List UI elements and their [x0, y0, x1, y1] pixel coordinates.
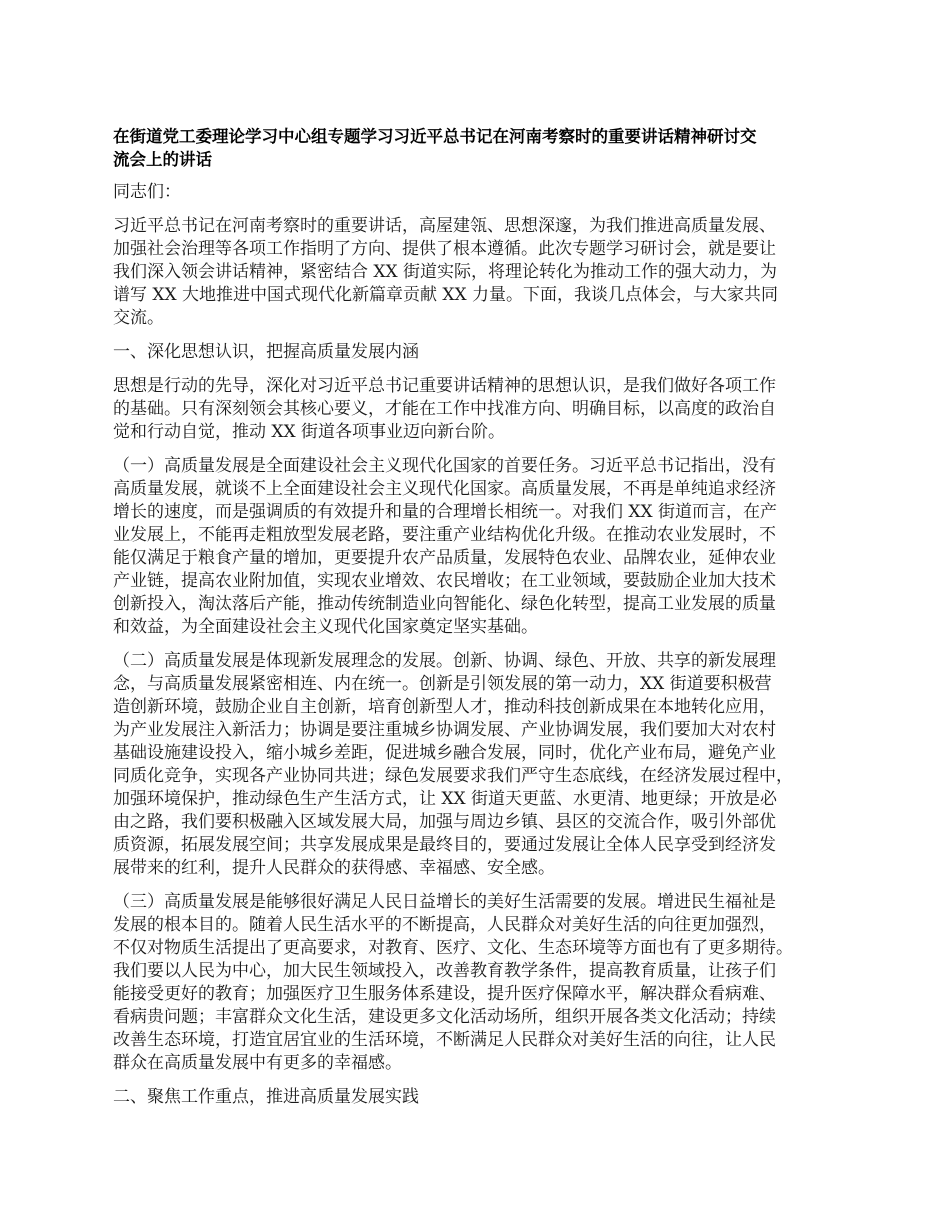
text-line: （三）高质量发展是能够很好满足人民日益增长的美好生活需要的发展。增进民生福祉是 [113, 892, 776, 912]
document-page [113, 125, 843, 1120]
document-title [113, 125, 843, 171]
text-line: 我们深入领会讲话精神，紧密结合 XX 街道实际，将理论转化为推动工作的强大动力，为 [113, 262, 778, 282]
text-line: 产业链，提高农业附加值，实现农业增效、农民增收；在工业领域，要鼓励企业加大技术 [113, 571, 776, 591]
text-line: 能仅满足于粮食产量的增加，更要提升农产品质量，发展特色农业、品牌农业，延伸农业 [113, 548, 776, 568]
text-line: 我们要以人民为中心，加大民生领域投入，改善教育教学条件，提高教育质量，让孩子们 [113, 961, 776, 981]
text-line: 为产业发展注入新活力；协调是要注重城乡协调发展、产业协调发展，我们要加大对农村 [113, 720, 776, 740]
point-3-paragraph [113, 891, 843, 1075]
text-line: 交流。 [113, 308, 164, 328]
text-line: 习近平总书记在河南考察时的重要讲话，高屋建瓴、思想深邃，为我们推进高质量发展、 [113, 216, 776, 236]
text-line: 看病贵问题；丰富群众文化生活，建设更多文化活动场所，组织开展各类文化活动；持续 [113, 1007, 776, 1027]
text-line: 业发展上，不能再走粗放型发展老路，要注重产业结构优化升级。在推动农业发展时，不 [113, 525, 776, 545]
greeting: 同志们： [113, 182, 181, 202]
text-line: 质资源，拓展发展空间；共享发展成果是最终目的，要通过发展让全体人民享受到经济发 [113, 835, 776, 855]
title-line: 在街道党工委理论学习中心组专题学习习近平总书记在河南考察时的重要讲话精神研讨交 [113, 127, 757, 146]
text-line: （二）高质量发展是体现新发展理念的发展。创新、协调、绿色、开放、共享的新发展理 [113, 651, 776, 671]
text-line: 造创新环境，鼓励企业自主创新，培育创新型人才，推动科技创新成果在本地转化应用， [113, 697, 776, 717]
text-line: 基础设施建设投入，缩小城乡差距，促进城乡融合发展，同时，优化产业布局，避免产业 [113, 743, 776, 763]
text-line: 高质量发展，就谈不上全面建设社会主义现代化国家。高质量发展，不再是单纯追求经济 [113, 479, 776, 499]
text-line: 能接受更好的教育；加强医疗卫生服务体系建设，提升医疗保障水平，解决群众看病难、 [113, 984, 776, 1004]
text-line: 改善生态环境，打造宜居宜业的生活环境，不断满足人民群众对美好生活的向往，让人民 [113, 1030, 776, 1050]
intro-paragraph [113, 215, 843, 330]
text-line: 谱写 XX 大地推进中国式现代化新篇章贡献 XX 力量。下面，我谈几点体会，与大家共同 [113, 285, 779, 305]
text-line: 增长的速度，而是强调质的有效提升和量的合理增长相统一。对我们 XX 街道而言，在产 [113, 502, 778, 522]
section-2-heading: 二、聚焦工作重点，推进高质量发展实践 [113, 1087, 419, 1107]
text-line: 发展的根本目的。随着人民生活水平的不断提高，人民群众对美好生活的向往更加强烈， [113, 915, 776, 935]
section-1-heading: 一、深化思想认识，把握高质量发展内涵 [113, 342, 419, 362]
text-line: 觉和行动自觉，推动 XX 街道各项事业迈向新台阶。 [113, 422, 506, 442]
section-1-intro-paragraph [113, 375, 843, 444]
title-line: 流会上的讲话 [113, 150, 212, 169]
text-line: 念，与高质量发展紧密相连、内在统一。创新是引领发展的第一动力，XX 街道要积极营 [113, 674, 772, 694]
text-line: 加强环境保护，推动绿色生产生活方式，让 XX 街道天更蓝、水更清、地更绿；开放是必 [113, 789, 778, 809]
text-line: 由之路，我们要积极融入区域发展大局，加强与周边乡镇、县区的交流合作，吸引外部优 [113, 812, 776, 832]
text-line: 不仅对物质生活提出了更高要求，对教育、医疗、文化、生态环境等方面也有了更多期待。 [113, 938, 793, 958]
point-2-paragraph [113, 650, 843, 880]
text-line: 思想是行动的先导，深化对习近平总书记重要讲话精神的思想认识，是我们做好各项工作 [113, 376, 776, 396]
text-line: 和效益，为全面建设社会主义现代化国家奠定坚实基础。 [113, 617, 538, 637]
text-line: 展带来的红利，提升人民群众的获得感、幸福感、安全感。 [113, 858, 555, 878]
text-line: 的基础。只有深刻领会其核心要义，才能在工作中找准方向、明确目标，以高度的政治自 [113, 399, 776, 419]
text-line: 加强社会治理等各项工作指明了方向、提供了根本遵循。此次专题学习研讨会，就是要让 [113, 239, 776, 259]
text-line: 群众在高质量发展中有更多的幸福感。 [113, 1053, 402, 1073]
point-1-paragraph [113, 455, 843, 639]
text-line: （一）高质量发展是全面建设社会主义现代化国家的首要任务。习近平总书记指出，没有 [113, 456, 776, 476]
text-line: 同质化竞争，实现各产业协同共进；绿色发展要求我们严守生态底线，在经济发展过程中， [113, 766, 793, 786]
text-line: 创新投入，淘汰落后产能，推动传统制造业向智能化、绿色化转型，提高工业发展的质量 [113, 594, 776, 614]
